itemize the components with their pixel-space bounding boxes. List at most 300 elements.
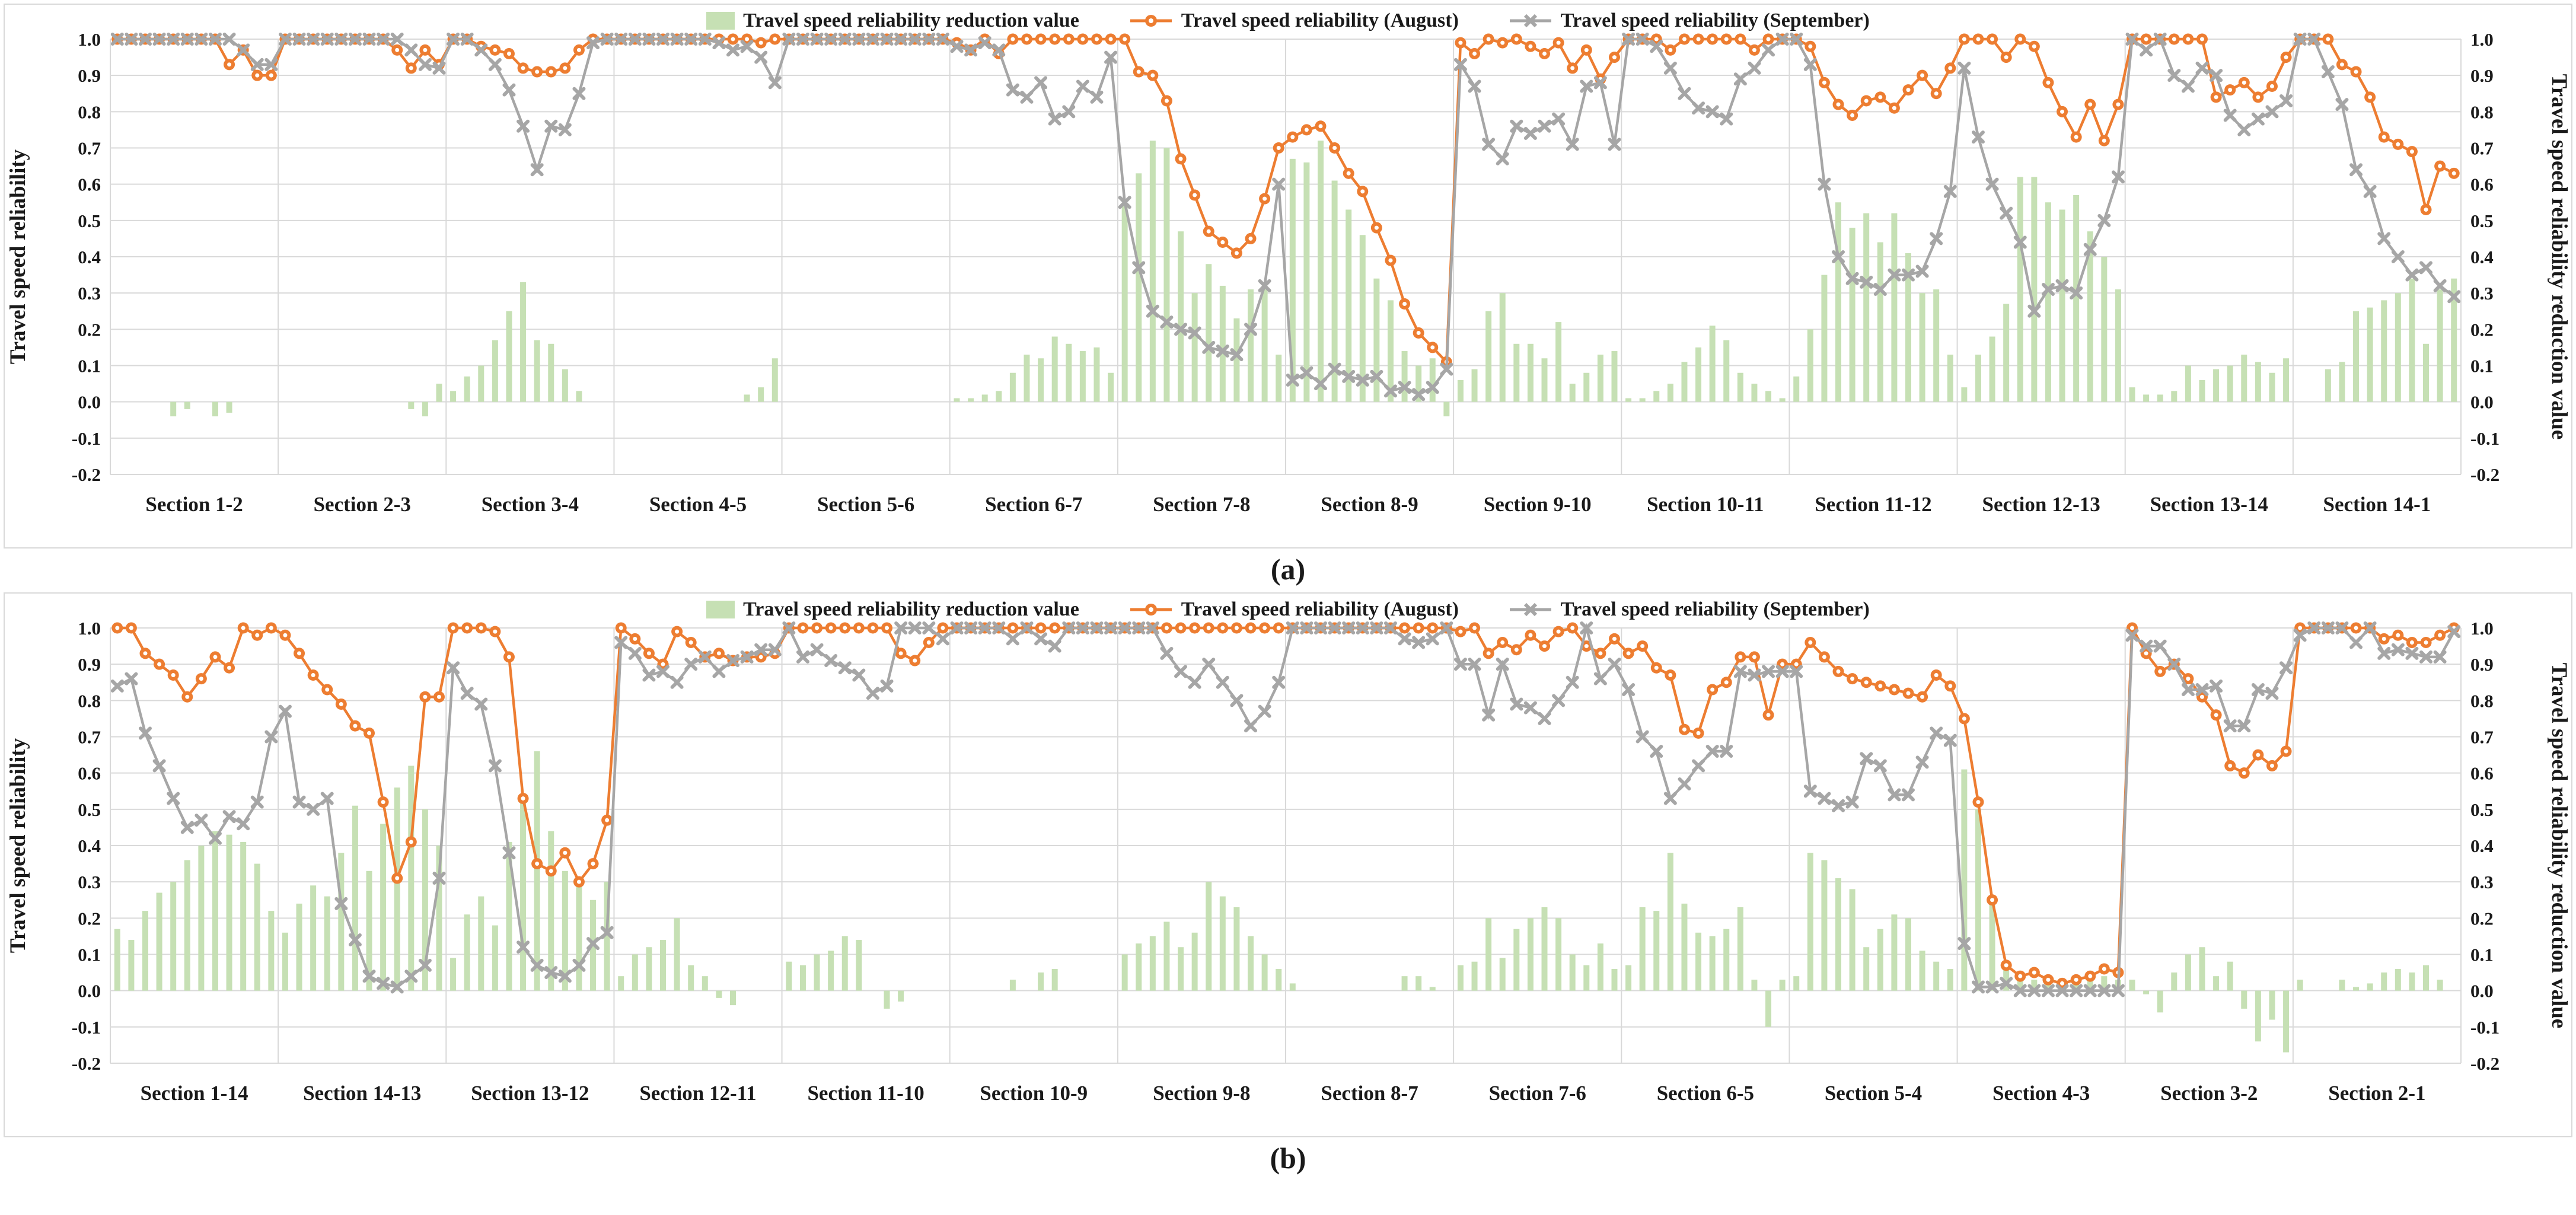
svg-text:-0.1: -0.1 bbox=[71, 1016, 101, 1038]
reduction-bar bbox=[1668, 853, 1673, 990]
reduction-bar bbox=[646, 947, 652, 990]
section-label: Section 13-12 bbox=[471, 1082, 589, 1105]
reduction-bar bbox=[2437, 289, 2443, 402]
svg-text:1.0: 1.0 bbox=[2470, 29, 2494, 50]
reduction-bar bbox=[450, 391, 456, 401]
reduction-bar bbox=[2269, 991, 2275, 1020]
reduction-bar bbox=[478, 366, 484, 402]
reduction-bar bbox=[1500, 293, 1506, 401]
reduction-bar bbox=[240, 842, 246, 991]
reduction-bar bbox=[1122, 955, 1128, 991]
reduction-bar bbox=[1723, 929, 1729, 991]
reduction-bar bbox=[227, 835, 232, 991]
reduction-bar bbox=[702, 976, 708, 990]
reduction-bar bbox=[1611, 969, 1617, 991]
reduction-bar bbox=[1835, 878, 1841, 991]
reduction-bar bbox=[1920, 293, 1925, 401]
reduction-bar bbox=[1653, 911, 1659, 991]
section-label: Section 5-6 bbox=[817, 493, 915, 516]
reduction-bar bbox=[1653, 391, 1659, 401]
svg-text:0.5: 0.5 bbox=[2470, 799, 2494, 820]
reduction-bar bbox=[2437, 980, 2443, 990]
reduction-bar bbox=[1821, 860, 1827, 990]
reduction-bar bbox=[1751, 980, 1757, 990]
reduction-bar bbox=[2115, 289, 2121, 402]
chart-b-render-area bbox=[5, 594, 2571, 1136]
reduction-bar bbox=[1933, 962, 1939, 991]
reduction-bar bbox=[1598, 355, 1603, 402]
reduction-bar bbox=[436, 384, 442, 402]
section-label: Section 3-2 bbox=[2160, 1082, 2258, 1105]
reduction-bar bbox=[450, 958, 456, 991]
reduction-bar bbox=[2199, 380, 2205, 402]
reduction-bar bbox=[2339, 362, 2345, 401]
reduction-bar bbox=[2395, 969, 2401, 991]
reduction-bar bbox=[492, 340, 498, 402]
svg-text:-0.2: -0.2 bbox=[71, 464, 101, 485]
reduction-bar bbox=[380, 824, 386, 990]
section-label: Section 6-5 bbox=[1656, 1082, 1755, 1105]
reduction-bar bbox=[2017, 177, 2023, 401]
section-label: Section 8-7 bbox=[1321, 1082, 1418, 1105]
reduction-bar bbox=[1681, 904, 1687, 991]
reduction-bar bbox=[1290, 983, 1296, 990]
reduction-bar bbox=[1668, 384, 1673, 402]
reduction-bar bbox=[1500, 958, 1506, 991]
reduction-bar bbox=[2045, 202, 2051, 401]
reduction-bar bbox=[1136, 173, 1142, 401]
reduction-bar bbox=[1513, 929, 1519, 991]
reduction-bar bbox=[1583, 373, 1589, 402]
reduction-bar bbox=[772, 358, 778, 401]
section-label: Section 10-11 bbox=[1647, 493, 1764, 516]
svg-text:-0.1: -0.1 bbox=[2470, 428, 2500, 449]
reduction-bar bbox=[1150, 141, 1156, 401]
reduction-bar bbox=[1093, 347, 1099, 402]
reduction-bar bbox=[1276, 969, 1281, 991]
section-label: Section 12-13 bbox=[1982, 493, 2100, 516]
section-label: Section 9-8 bbox=[1153, 1082, 1251, 1105]
reduction-bar bbox=[338, 853, 344, 990]
svg-text:0.9: 0.9 bbox=[2470, 654, 2494, 675]
reduction-bar bbox=[1555, 322, 1561, 402]
reduction-bar bbox=[730, 991, 736, 1005]
svg-text:0.1: 0.1 bbox=[78, 944, 101, 965]
reduction-bar bbox=[170, 402, 176, 416]
reduction-bar bbox=[1863, 213, 1869, 402]
reduction-bar bbox=[1052, 337, 1058, 402]
chart-frame-b bbox=[4, 592, 2572, 1137]
reduction-bar bbox=[2423, 965, 2429, 991]
reduction-bar bbox=[1430, 987, 1436, 991]
reduction-bar bbox=[520, 798, 526, 990]
svg-text:-0.1: -0.1 bbox=[2470, 1016, 2500, 1038]
reduction-bar bbox=[2325, 369, 2331, 402]
reduction-bar bbox=[1751, 384, 1757, 402]
reduction-bar bbox=[1583, 965, 1589, 991]
svg-text:0.0: 0.0 bbox=[2470, 391, 2494, 413]
section-label: Section 11-10 bbox=[807, 1082, 924, 1105]
chart-a-plot bbox=[5, 5, 2571, 547]
reduction-bar bbox=[1765, 391, 1771, 401]
svg-text:0.1: 0.1 bbox=[2470, 944, 2494, 965]
left-axis-title: Travel speed reliability bbox=[6, 738, 30, 953]
reduction-bar bbox=[968, 398, 974, 402]
reduction-bar bbox=[2269, 373, 2275, 402]
reduction-bar bbox=[2157, 394, 2163, 401]
reduction-bar bbox=[1920, 951, 1925, 990]
reduction-bar bbox=[464, 377, 470, 402]
reduction-bar bbox=[1233, 318, 1239, 402]
reduction-bar bbox=[2101, 257, 2107, 402]
reduction-bar bbox=[1681, 362, 1687, 401]
legend-label-reduction: Travel speed reliability reduction value bbox=[743, 9, 1079, 31]
reduction-bar bbox=[1178, 947, 1184, 990]
reduction-bar bbox=[2129, 980, 2135, 990]
reduction-bar bbox=[2129, 387, 2135, 401]
section-label: Section 2-3 bbox=[313, 493, 411, 516]
reduction-bar bbox=[1402, 351, 1408, 402]
reduction-bar bbox=[1485, 918, 1491, 990]
reduction-bar bbox=[1793, 976, 1799, 990]
reduction-bar bbox=[2381, 972, 2387, 991]
reduction-bar bbox=[1695, 347, 1701, 402]
section-label: Section 3-4 bbox=[481, 493, 579, 516]
reduction-bar bbox=[2227, 962, 2233, 991]
reduction-bar bbox=[1947, 355, 1953, 402]
reduction-bar bbox=[212, 831, 218, 991]
reduction-bar bbox=[1220, 897, 1226, 991]
reduction-bar bbox=[884, 991, 890, 1009]
section-label: Section 12-11 bbox=[639, 1082, 757, 1105]
reduction-bar bbox=[576, 882, 582, 991]
svg-text:0.2: 0.2 bbox=[78, 319, 101, 340]
reduction-bar bbox=[1555, 918, 1561, 990]
reduction-bar bbox=[1010, 980, 1016, 990]
reduction-bar bbox=[1038, 358, 1044, 401]
svg-text:0.3: 0.3 bbox=[2470, 872, 2494, 893]
reduction-bar bbox=[1793, 377, 1799, 402]
reduction-bar bbox=[1710, 936, 1716, 991]
reduction-bar bbox=[1513, 344, 1519, 402]
section-label: Section 5-4 bbox=[1824, 1082, 1923, 1105]
reduction-bar bbox=[1821, 275, 1827, 402]
svg-text:0.4: 0.4 bbox=[78, 247, 101, 267]
reduction-bar bbox=[2171, 391, 2177, 401]
reduction-bar bbox=[660, 940, 666, 991]
reduction-bar bbox=[842, 936, 848, 991]
reduction-bar bbox=[2059, 209, 2065, 401]
svg-text:0.6: 0.6 bbox=[2470, 763, 2494, 784]
reduction-bar bbox=[1835, 202, 1841, 401]
svg-text:0.0: 0.0 bbox=[78, 980, 101, 1002]
svg-text:0.4: 0.4 bbox=[78, 835, 101, 856]
reduction-bar bbox=[1850, 889, 1856, 990]
reduction-bar bbox=[1472, 369, 1478, 402]
legend-label-august: Travel speed reliability (August) bbox=[1181, 598, 1459, 620]
left-axis-title: Travel speed reliability bbox=[6, 149, 30, 365]
svg-text:0.7: 0.7 bbox=[78, 726, 101, 748]
reduction-bar bbox=[1415, 976, 1421, 990]
svg-text:-0.2: -0.2 bbox=[71, 1053, 101, 1074]
caption-b: (b) bbox=[1270, 1141, 1306, 1175]
svg-text:0.4: 0.4 bbox=[2470, 247, 2494, 267]
reduction-bar bbox=[408, 766, 414, 990]
svg-text:0.2: 0.2 bbox=[2470, 908, 2494, 929]
caption-a: (a) bbox=[1270, 553, 1306, 586]
reduction-bar bbox=[198, 846, 204, 991]
svg-text:-0.1: -0.1 bbox=[71, 428, 101, 449]
reduction-bar bbox=[1625, 398, 1631, 402]
reduction-bar bbox=[2381, 300, 2387, 401]
svg-text:0.9: 0.9 bbox=[78, 654, 101, 675]
reduction-bar bbox=[548, 344, 554, 402]
reduction-bar bbox=[1485, 311, 1491, 402]
chart-frame-a bbox=[4, 4, 2572, 548]
reduction-bar bbox=[814, 955, 820, 991]
reduction-bar bbox=[2283, 358, 2289, 401]
section-label: Section 2-1 bbox=[2328, 1082, 2426, 1105]
reduction-bar bbox=[1877, 929, 1883, 991]
legend-label-august: Travel speed reliability (August) bbox=[1181, 9, 1459, 31]
reduction-bar bbox=[1220, 286, 1226, 402]
svg-text:0.8: 0.8 bbox=[2470, 101, 2494, 123]
reduction-bar bbox=[954, 398, 960, 402]
reduction-bar bbox=[1052, 969, 1058, 991]
svg-text:0.5: 0.5 bbox=[2470, 210, 2494, 231]
section-label: Section 8-9 bbox=[1321, 493, 1418, 516]
reduction-bar bbox=[1373, 279, 1379, 402]
reduction-bar bbox=[1891, 213, 1897, 402]
reduction-bar bbox=[422, 402, 428, 416]
reduction-bar bbox=[1430, 358, 1436, 401]
reduction-bar bbox=[1178, 231, 1184, 401]
reduction-bar bbox=[1780, 980, 1786, 990]
reduction-bar bbox=[856, 940, 862, 991]
reduction-bar bbox=[744, 394, 750, 401]
reduction-bar bbox=[2367, 308, 2373, 402]
reduction-bar bbox=[1458, 380, 1464, 402]
legend-label-september: Travel speed reliability (September) bbox=[1560, 9, 1870, 31]
reduction-bar bbox=[1640, 398, 1646, 402]
reduction-bar bbox=[2143, 394, 2149, 401]
reduction-bar bbox=[1528, 344, 1534, 402]
reduction-bar bbox=[352, 806, 358, 991]
reduction-bar bbox=[1542, 907, 1548, 991]
reduction-bar bbox=[1570, 955, 1576, 991]
reduction-bar bbox=[282, 933, 288, 991]
reduction-bar bbox=[1542, 358, 1548, 401]
reduction-bar bbox=[1961, 387, 1967, 401]
reduction-bar bbox=[1737, 373, 1743, 402]
reduction-bar bbox=[1248, 289, 1254, 402]
reduction-bar bbox=[1136, 943, 1142, 991]
reduction-bar bbox=[1863, 947, 1869, 990]
reduction-bar bbox=[2143, 991, 2149, 994]
reduction-bar bbox=[716, 991, 722, 998]
reduction-bar bbox=[1276, 355, 1281, 402]
reduction-bar bbox=[254, 864, 260, 991]
reduction-bar bbox=[688, 965, 694, 991]
reduction-bar bbox=[2171, 972, 2177, 991]
reduction-bar bbox=[2213, 369, 2219, 402]
section-label: Section 13-14 bbox=[2150, 493, 2268, 516]
section-label: Section 1-14 bbox=[140, 1082, 248, 1105]
svg-text:1.0: 1.0 bbox=[2470, 618, 2494, 639]
svg-text:-0.2: -0.2 bbox=[2470, 1053, 2500, 1074]
reduction-bar bbox=[2241, 991, 2247, 1009]
reduction-bar bbox=[1947, 969, 1953, 991]
reduction-bar bbox=[1933, 289, 1939, 402]
section-label: Section 1-2 bbox=[145, 493, 243, 516]
reduction-bar bbox=[758, 387, 764, 401]
reduction-bar bbox=[492, 926, 498, 991]
svg-text:0.4: 0.4 bbox=[2470, 835, 2494, 856]
reduction-bar bbox=[576, 391, 582, 401]
reduction-bar bbox=[786, 962, 792, 991]
reduction-bar bbox=[1905, 918, 1911, 990]
reduction-bar bbox=[1807, 853, 1813, 990]
reduction-bar bbox=[2367, 983, 2373, 990]
reduction-bar bbox=[1248, 936, 1254, 991]
reduction-bar bbox=[1318, 141, 1324, 401]
reduction-bar bbox=[1443, 402, 1449, 416]
reduction-bar bbox=[1990, 337, 1995, 402]
reduction-bar bbox=[184, 402, 190, 409]
reduction-bar bbox=[828, 951, 834, 990]
svg-text:0.7: 0.7 bbox=[2470, 138, 2494, 159]
svg-text:0.0: 0.0 bbox=[78, 391, 101, 413]
reduction-bar bbox=[1038, 972, 1044, 991]
reduction-bar bbox=[1877, 243, 1883, 402]
reduction-bar bbox=[1611, 351, 1617, 402]
reduction-bar bbox=[1150, 936, 1156, 991]
reduction-bar bbox=[1737, 907, 1743, 991]
reduction-bar bbox=[2255, 991, 2261, 1042]
reduction-bar bbox=[1570, 384, 1576, 402]
reduction-bar bbox=[2353, 987, 2359, 991]
right-axis-title: Travel speed reliability reduction value bbox=[2547, 662, 2571, 1029]
reduction-bar bbox=[128, 940, 134, 991]
svg-text:0.2: 0.2 bbox=[78, 908, 101, 929]
reduction-bar bbox=[1975, 355, 1981, 402]
reduction-bar bbox=[2157, 991, 2163, 1013]
reduction-bar bbox=[1163, 148, 1169, 402]
reduction-bar bbox=[478, 897, 484, 991]
reduction-bar bbox=[1598, 943, 1603, 991]
svg-text:0.9: 0.9 bbox=[78, 65, 101, 87]
reduction-bar bbox=[996, 391, 1002, 401]
reduction-bar bbox=[297, 904, 302, 991]
reduction-bar bbox=[674, 918, 680, 990]
reduction-bar bbox=[1990, 904, 1995, 991]
reduction-bar bbox=[548, 831, 554, 991]
svg-text:0.3: 0.3 bbox=[2470, 283, 2494, 304]
svg-text:0.8: 0.8 bbox=[78, 101, 101, 123]
svg-text:0.7: 0.7 bbox=[2470, 726, 2494, 748]
reduction-bar bbox=[1765, 991, 1771, 1027]
section-label: Section 14-1 bbox=[2323, 493, 2431, 516]
reduction-bar bbox=[212, 402, 218, 416]
section-label: Section 9-10 bbox=[1483, 493, 1592, 516]
reduction-bar bbox=[227, 402, 232, 413]
svg-text:0.6: 0.6 bbox=[2470, 174, 2494, 195]
reduction-bar bbox=[1458, 965, 1464, 991]
svg-text:0.1: 0.1 bbox=[2470, 355, 2494, 377]
reduction-bar bbox=[2409, 279, 2415, 402]
reduction-bar bbox=[800, 965, 806, 991]
reduction-bar bbox=[268, 911, 274, 991]
reduction-bar bbox=[2227, 366, 2233, 402]
reduction-bar bbox=[2241, 355, 2247, 402]
reduction-bar bbox=[2409, 972, 2415, 991]
reduction-bar bbox=[2353, 311, 2359, 402]
section-label: Section 10-9 bbox=[980, 1082, 1088, 1105]
reduction-bar bbox=[1723, 340, 1729, 402]
reduction-bar bbox=[1961, 770, 1967, 991]
reduction-bar bbox=[2283, 991, 2289, 1053]
reduction-bar bbox=[632, 955, 638, 991]
section-label: Section 11-12 bbox=[1815, 493, 1932, 516]
reduction-bar bbox=[2297, 980, 2303, 990]
reduction-bar bbox=[170, 882, 176, 991]
reduction-bar bbox=[1233, 907, 1239, 991]
reduction-bar bbox=[1010, 373, 1016, 402]
svg-text:0.9: 0.9 bbox=[2470, 65, 2494, 87]
reduction-bar bbox=[408, 402, 414, 409]
reduction-bar bbox=[2255, 362, 2261, 401]
reduction-bar bbox=[1975, 809, 1981, 991]
reduction-bar bbox=[1206, 264, 1212, 401]
reduction-bar bbox=[1024, 355, 1029, 402]
reduction-bar bbox=[1780, 398, 1786, 402]
reduction-bar bbox=[1472, 962, 1478, 991]
section-label: Section 4-5 bbox=[649, 493, 747, 516]
reduction-bar bbox=[1262, 955, 1268, 991]
reduction-bar bbox=[562, 369, 568, 402]
svg-text:-0.2: -0.2 bbox=[2470, 464, 2500, 485]
svg-text:0.1: 0.1 bbox=[78, 355, 101, 377]
reduction-bar bbox=[157, 893, 162, 991]
svg-text:0.6: 0.6 bbox=[78, 174, 101, 195]
reduction-bar bbox=[534, 751, 540, 991]
reduction-bar bbox=[114, 929, 120, 991]
svg-text:0.5: 0.5 bbox=[78, 799, 101, 820]
reduction-bar bbox=[1891, 914, 1897, 990]
chart-block-b bbox=[4, 592, 2572, 1181]
reduction-bar bbox=[2073, 195, 2079, 402]
reduction-bar bbox=[1807, 329, 1813, 401]
section-label: Section 4-3 bbox=[1992, 1082, 2090, 1105]
svg-text:0.6: 0.6 bbox=[78, 763, 101, 784]
reduction-bar bbox=[898, 991, 904, 1002]
reduction-bar bbox=[506, 311, 512, 402]
svg-text:0.7: 0.7 bbox=[78, 138, 101, 159]
legend-label-september: Travel speed reliability (September) bbox=[1560, 598, 1870, 620]
reduction-bar bbox=[310, 885, 316, 990]
reduction-bar bbox=[2339, 980, 2345, 990]
chart-b-plot bbox=[5, 594, 2571, 1136]
section-label: Section 6-7 bbox=[985, 493, 1083, 516]
svg-text:0.8: 0.8 bbox=[78, 690, 101, 712]
reduction-bar bbox=[1080, 351, 1086, 402]
reduction-bar bbox=[618, 976, 624, 990]
right-axis-title: Travel speed reliability reduction value bbox=[2547, 74, 2571, 440]
reduction-bar bbox=[2185, 366, 2191, 402]
reduction-bar bbox=[1640, 907, 1646, 991]
reduction-bar bbox=[2213, 976, 2219, 990]
chart-block-a bbox=[4, 4, 2572, 592]
